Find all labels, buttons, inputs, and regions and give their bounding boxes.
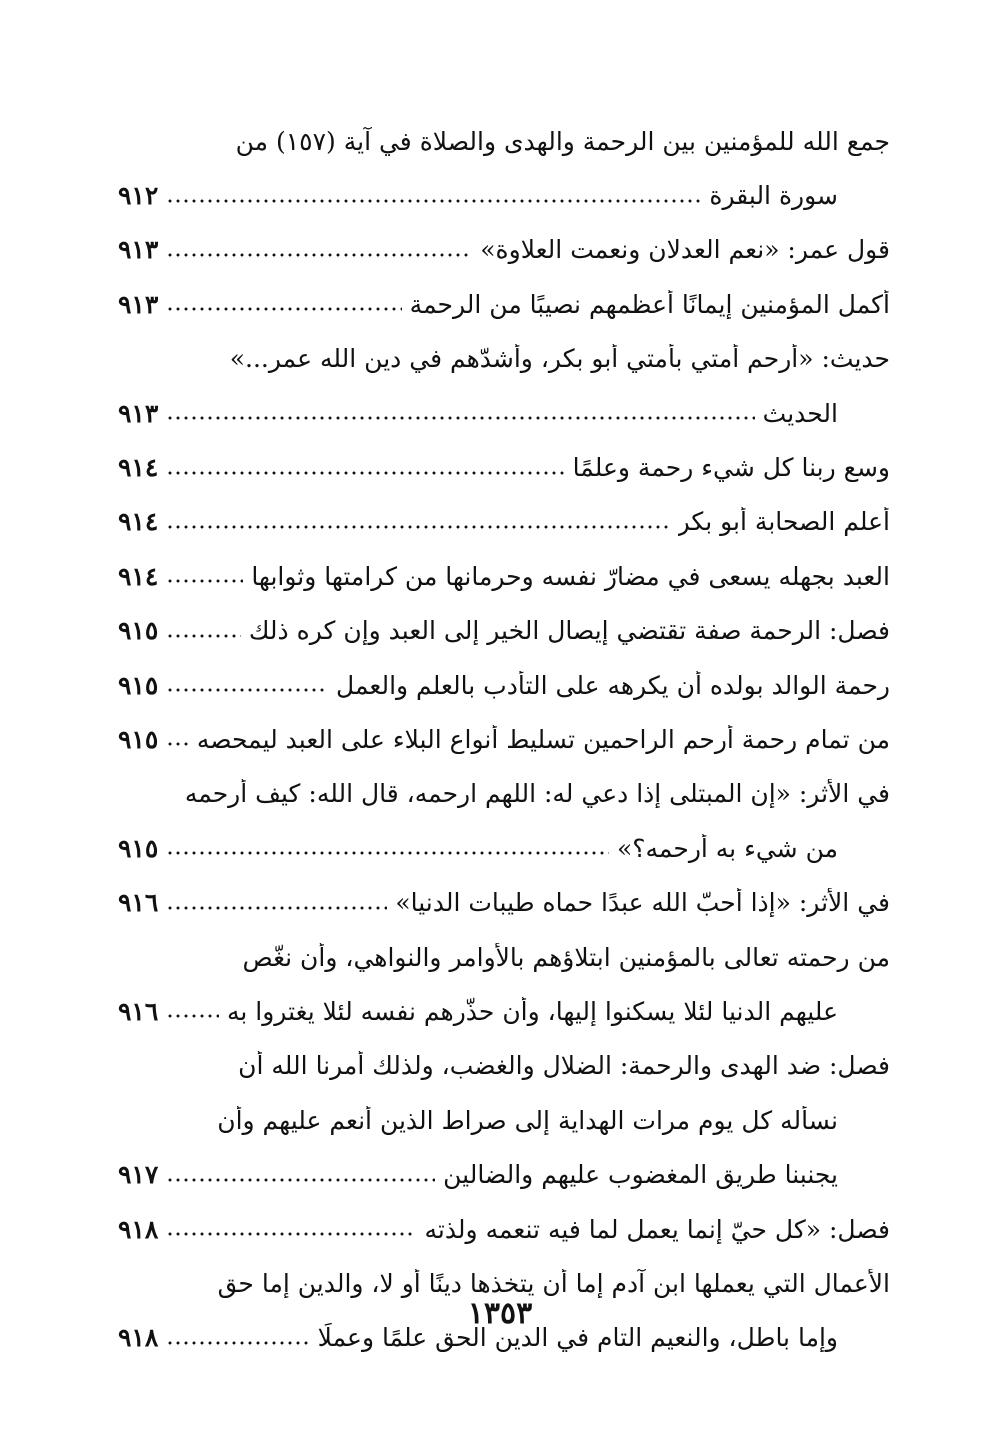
dot-leader <box>166 524 669 530</box>
toc-entry-text: رحمة الوالد بولده أن يكرهه على التأدب بالعلم والعمل <box>336 670 890 700</box>
toc-entry-text: أكمل المؤمنين إيمانًا أعظمهم نصيبًا من الرحمة <box>409 289 890 319</box>
toc-line <box>118 604 890 658</box>
toc-entry <box>118 1202 890 1256</box>
dot-leader <box>166 306 401 312</box>
toc-page-number: ٩١٨ <box>118 1323 159 1353</box>
toc-entry <box>118 332 890 441</box>
dot-leader <box>166 741 189 747</box>
toc-entry-text: وإما باطل، والنعيم التام في الدين الحق علمًا وعملًا <box>317 1323 838 1353</box>
toc-entry <box>118 440 890 494</box>
toc-entry-text: من تمام رحمة أرحم الراحمين تسليط أنواع البلاء على العبد ليمحصه <box>196 724 890 754</box>
toc-entry-text: أعلم الصحابة أبو بكر <box>677 507 890 537</box>
dot-leader <box>166 1340 309 1346</box>
toc-entry-text: يجنبنا طريق المغضوب عليهم والضالين <box>443 1160 838 1190</box>
toc-line <box>118 223 890 277</box>
toc-line <box>118 984 890 1038</box>
toc-page-number: ٩١٣ <box>118 289 159 319</box>
toc-page-number: ٩١٧ <box>118 1160 159 1190</box>
toc-page-number: ٩١٤ <box>118 453 159 483</box>
toc-entry-text: الحديث <box>762 398 838 428</box>
toc-entry <box>118 930 890 1039</box>
toc-line <box>118 658 890 712</box>
toc-line <box>118 114 890 168</box>
toc-line <box>118 168 890 222</box>
toc-page-number: ٩١٥ <box>118 724 159 754</box>
toc-entry-text: فصل: الرحمة صفة تقتضي إيصال الخير إلى العبد وإن كره ذلك <box>248 616 890 646</box>
dot-leader <box>166 1013 219 1019</box>
toc-entry-text: نسأله كل يوم مرات الهداية إلى صراط الذين أنعم عليهم وأن <box>217 1105 838 1135</box>
table-of-contents <box>118 114 890 1365</box>
toc-line <box>118 1147 890 1201</box>
toc-entry-text: من شيء به أرحمه؟» <box>616 833 838 863</box>
toc-line <box>118 1202 890 1256</box>
toc-line <box>118 332 890 386</box>
toc-entry-text: فصل: ضد الهدى والرحمة: الضلال والغضب، ولذلك أمرنا الله أن <box>238 1051 890 1081</box>
toc-page-number: ٩١٣ <box>118 398 159 428</box>
toc-entry-text: في الأثر: «إذا أحبّ الله عبدًا حماه طيبات الدنيا» <box>395 888 890 918</box>
toc-line <box>118 767 890 821</box>
dot-leader <box>166 1177 435 1183</box>
toc-entry-text: جمع الله للمؤمنين بين الرحمة والهدى والصلاة في آية (١٥٧) من <box>235 126 890 156</box>
toc-page-number: ٩١٤ <box>118 507 159 537</box>
dot-leader <box>166 633 241 639</box>
toc-entry <box>118 495 890 549</box>
toc-entry <box>118 114 890 223</box>
dot-leader <box>166 850 609 856</box>
toc-entry-text: عليهم الدنيا لئلا يسكنوا إليها، وأن حذّرهم نفسه لئلا يغتروا به <box>226 996 838 1026</box>
toc-page-number: ٩١٥ <box>118 670 159 700</box>
toc-line <box>118 1039 890 1093</box>
dot-leader <box>166 687 328 693</box>
toc-entry-text: حديث: «أرحم أمتي بأمتي أبو بكر، وأشدّهم في دين الله عمر...» <box>229 344 890 374</box>
toc-entry-text: وسع ربنا كل شيء رحمة وعلمًا <box>572 453 890 483</box>
toc-line <box>118 495 890 549</box>
toc-entry-text: سورة البقرة <box>709 181 838 211</box>
toc-entry-text: في الأثر: «إن المبتلى إذا دعي له: اللهم ارحمه، قال الله: كيف أرحمه <box>184 779 890 809</box>
toc-page-number: ٩١٥ <box>118 616 159 646</box>
toc-page-number: ٩١٥ <box>118 833 159 863</box>
toc-entry <box>118 604 890 658</box>
toc-entry-text: قول عمر: «نعم العدلان ونعمت العلاوة» <box>480 235 890 265</box>
toc-line <box>118 712 890 766</box>
toc-entry <box>118 875 890 929</box>
toc-page-number: ٩١٦ <box>118 888 159 918</box>
toc-line <box>118 875 890 929</box>
toc-entry-text: من رحمته تعالى بالمؤمنين ابتلاؤهم بالأوامر والنواهي، وأن نغّص <box>242 942 890 972</box>
toc-entry <box>118 549 890 603</box>
dot-leader <box>166 905 387 911</box>
toc-line <box>118 821 890 875</box>
page-number: ١٣٥٣ <box>467 1296 533 1331</box>
dot-leader <box>166 1231 416 1237</box>
toc-page-number: ٩١٤ <box>118 561 159 591</box>
toc-line <box>118 1093 890 1147</box>
toc-entry-text: فصل: «كل حيّ إنما يعمل لما فيه تنعمه ولذته <box>424 1214 890 1244</box>
dot-leader <box>166 252 472 258</box>
toc-entry <box>118 1039 890 1202</box>
toc-entry <box>118 712 890 766</box>
toc-page-number: ٩١٣ <box>118 235 159 265</box>
toc-entry <box>118 223 890 277</box>
toc-entry-text: الأعمال التي يعملها ابن آدم إما أن يتخذها دينًا أو لا، والدين إما حق <box>217 1268 890 1298</box>
toc-entry <box>118 658 890 712</box>
toc-line <box>118 277 890 331</box>
toc-line <box>118 549 890 603</box>
toc-entry <box>118 277 890 331</box>
dot-leader <box>166 470 564 476</box>
toc-page-number: ٩١٦ <box>118 996 159 1026</box>
dot-leader <box>166 198 701 204</box>
toc-entry-text: العبد بجهله يسعى في مضارّ نفسه وحرمانها من كرامتها وثوابها <box>251 561 890 591</box>
dot-leader <box>166 415 754 421</box>
toc-page-number: ٩١٢ <box>118 181 159 211</box>
toc-line <box>118 386 890 440</box>
dot-leader <box>166 578 243 584</box>
toc-entry <box>118 767 890 876</box>
toc-line <box>118 440 890 494</box>
toc-line <box>118 930 890 984</box>
toc-page-number: ٩١٨ <box>118 1214 159 1244</box>
